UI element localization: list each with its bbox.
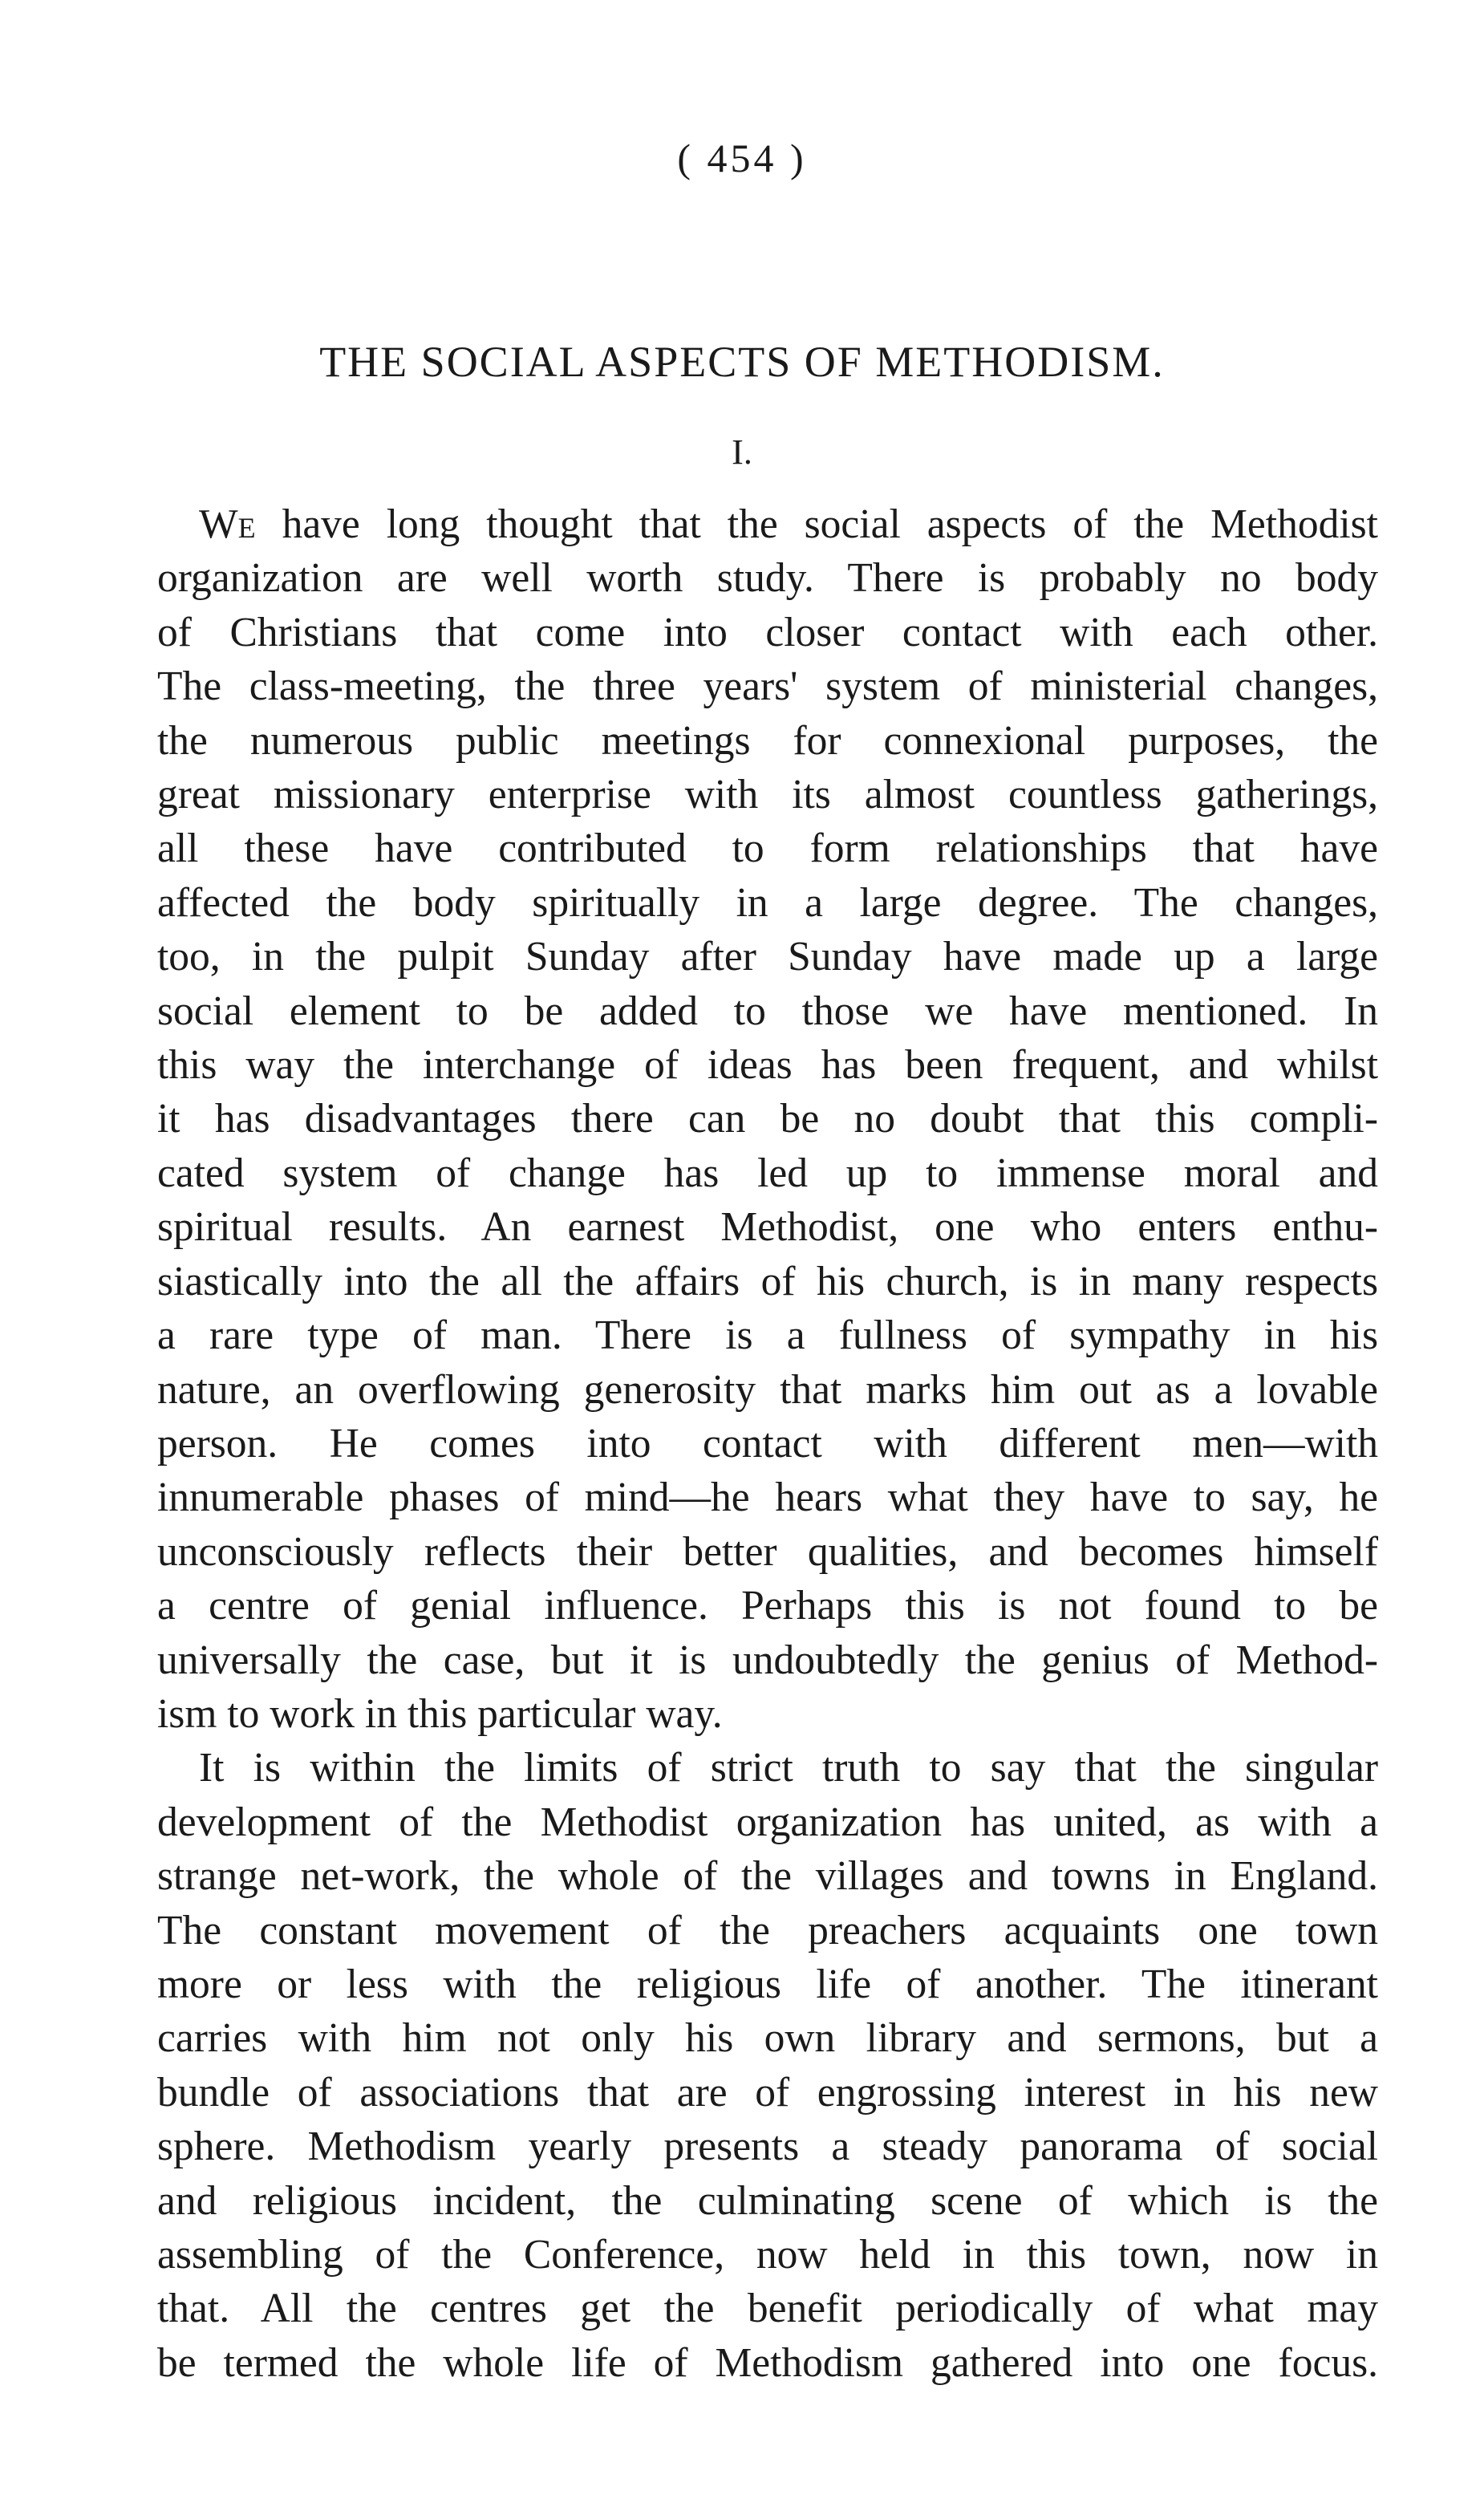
paragraph-2 [157, 1741, 1378, 2390]
text-line: too, in the pulpit Sunday after Sunday have made up a large [157, 934, 1378, 980]
text-line: bundle of associations that are of engrossing interest in his new [157, 2069, 1378, 2116]
text-line: assembling of the Conference, now held in this town, now in [157, 2232, 1378, 2278]
text-line: affected the body spiritually in a large degree. The changes, [157, 879, 1378, 926]
text-line: development of the Methodist organization has united, as with a [157, 1799, 1378, 1845]
text-line: great missionary enterprise with its almost countless gatherings, [157, 772, 1378, 818]
text-line: nature, an overflowing generosity that marks him out as a lovable [157, 1366, 1378, 1413]
text-line: and religious incident, the culminating scene of which is the [157, 2177, 1378, 2224]
text-line: cated system of change has led up to immense moral and [157, 1150, 1378, 1196]
text-line: social element to be added to those we have mentioned. In [157, 988, 1378, 1034]
text-line: a centre of genial influence. Perhaps this is not found to be [157, 1583, 1378, 1629]
section-numeral: I. [732, 432, 752, 472]
paragraph-1 [157, 497, 1378, 1741]
text-line: innumerable phases of mind—he hears what they have to say, he [157, 1475, 1378, 1521]
text-line: person. He comes into contact with different men—with [157, 1420, 1378, 1467]
page-number: ( 454 ) [677, 136, 807, 181]
text-line: a rare type of man. There is a fullness of sympathy in his [157, 1312, 1378, 1359]
text-line: more or less with the religious life of another. The itinerant [157, 1961, 1378, 2007]
opening-word: We [199, 501, 256, 547]
text-line: siastically into the all the affairs of his church, is in many respects [157, 1258, 1378, 1304]
text-line: it has disadvantages there can be no doubt that this compli- [157, 1096, 1378, 1142]
text-line: sphere. Methodism yearly presents a steady panorama of social [157, 2124, 1378, 2170]
text-line: the numerous public meetings for connexional purposes, the [157, 717, 1378, 764]
text-line: carries with him not only his own library and sermons, but a [157, 2015, 1378, 2062]
text-line: that. All the centres get the benefit periodically of what may [157, 2286, 1378, 2332]
text-line: strange net-work, the whole of the villages and towns in England. [157, 1853, 1378, 1900]
text-line: be termed the whole life of Methodism gathered into one focus. [157, 2339, 1378, 2386]
text-line: The constant movement of the preachers acquaints one town [157, 1907, 1378, 1953]
article-title: THE SOCIAL ASPECTS OF METHODISM. [319, 338, 1165, 386]
text-line: We have long thought that the social aspects of the Methodist [199, 501, 1378, 547]
text-line: unconsciously reflects their better qualities, and becomes himself [157, 1528, 1378, 1575]
text-line: this way the interchange of ideas has been frequent, and whilst [157, 1042, 1378, 1089]
text-line: all these have contributed to form relationships that have [157, 826, 1378, 872]
text-line: of Christians that come into closer contact with each other. [157, 609, 1378, 655]
article-body [157, 497, 1378, 2390]
text-line: spiritual results. An earnest Methodist, one who enters enthu- [157, 1204, 1378, 1251]
text-line: organization are well worth study. There is probably no body [157, 555, 1378, 602]
text-line: universally the case, but it is undoubtedly the genius of Method- [157, 1637, 1378, 1683]
text-line: The class-meeting, the three years' system of ministerial changes, [157, 663, 1378, 710]
text-line: ism to work in this particular way. [157, 1690, 723, 1737]
text-line: It is within the limits of strict truth to say that the singular [199, 1745, 1378, 1791]
